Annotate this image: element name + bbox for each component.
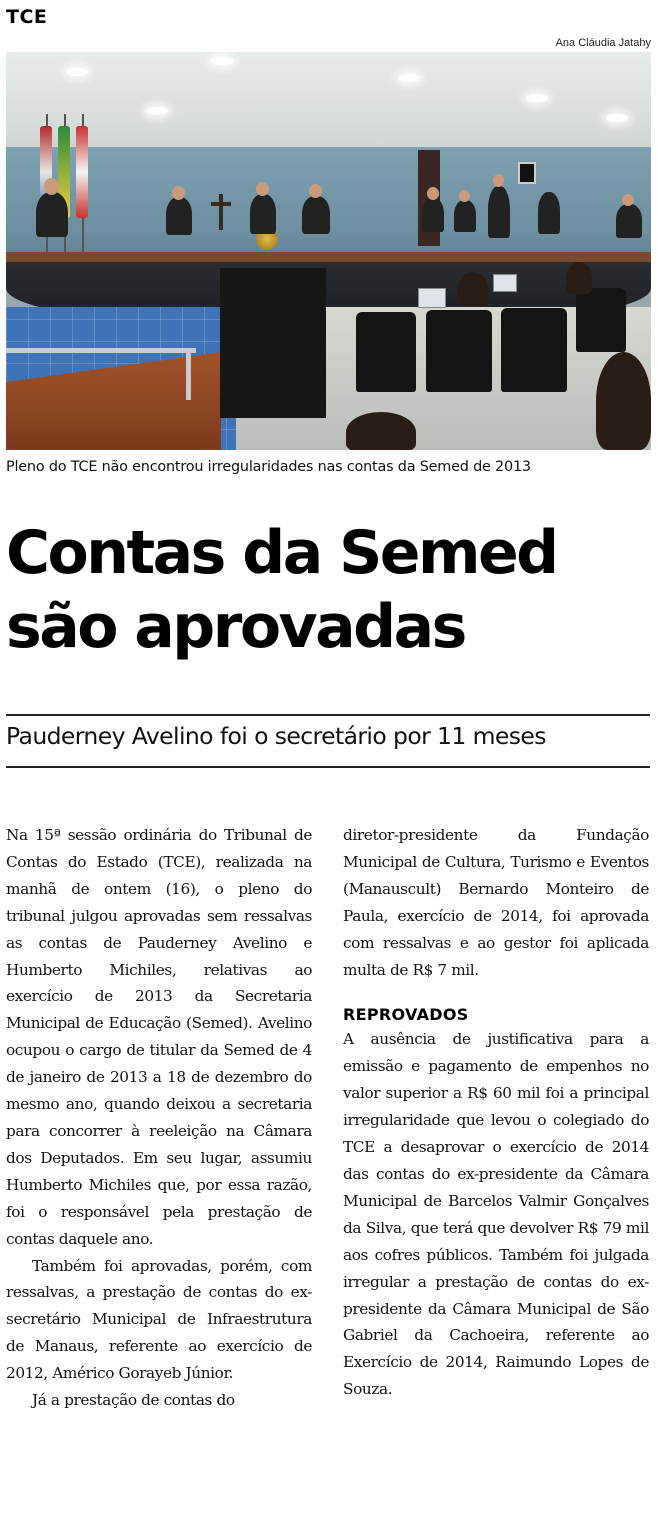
article-paragraph: Já a prestação de contas do (32, 1391, 235, 1410)
subheadline: Pauderney Avelino foi o secretário por 11 meses (6, 722, 546, 750)
subhead-rule-bottom (6, 766, 650, 768)
chair (576, 288, 626, 352)
ceiling-light (211, 57, 233, 65)
laptop (493, 274, 517, 292)
crucifix (211, 202, 231, 206)
person-hair (596, 352, 651, 450)
headline-line-2: são aprovadas (6, 592, 465, 662)
ceiling-light (606, 114, 628, 122)
person (302, 196, 330, 234)
ceiling-light (146, 107, 168, 115)
person-head (493, 174, 504, 187)
ceiling-light (66, 68, 88, 76)
person (488, 186, 510, 238)
person-head (459, 190, 470, 202)
chair (426, 310, 492, 392)
article-paragraph: Também foi aprovadas, porém, com ressalvas, a prestação de contas do ex-secretário Municipal de Infraestrutura de Manaus, referente ao exercício de 2012, Américo Gorayeb Júnior. (6, 1256, 312, 1383)
person (616, 204, 642, 238)
article-column-right (343, 822, 649, 1403)
section-heading: REPROVADOS (343, 1005, 469, 1025)
person (250, 194, 276, 234)
person (538, 192, 560, 234)
laptop (418, 288, 446, 308)
section-tag: TCE (6, 6, 48, 28)
ceiling-light (526, 94, 548, 102)
photo-podium (220, 268, 326, 418)
article-photo (6, 52, 651, 450)
photo-rail (6, 348, 196, 353)
person-head (256, 182, 269, 196)
flag (76, 126, 88, 218)
photo-caption: Pleno do TCE não encontrou irregularidades nas contas da Semed de 2013 (6, 459, 531, 475)
person-hair (566, 262, 592, 294)
person (166, 197, 192, 235)
article-paragraph: Na 15ª sessão ordinária do Tribunal de Contas do Estado (TCE), realizada na manhã de ontem (16), o pleno do tribunal julgou aprovadas sem ressalvas as contas de Pauderney Avelino e Humberto Michiles, relativas ao exercício de 2013 da Secretaria Municipal de Educação (Semed). Avelino ocupou o cargo de titular da Semed de 4 de janeiro de 2013 a 18 de dezembro do mesmo ano, quando deixou a secretaria para concorrer à reeleição na Câmara dos Deputados. Em seu lugar, assumiu Humberto Michiles que, por essa razão, foi o responsável pela prestação de contas daquele ano. (6, 826, 312, 1248)
ceiling-light (398, 74, 420, 82)
person-hair (458, 272, 488, 306)
person (454, 200, 476, 232)
crucifix (219, 194, 223, 230)
person-head (427, 187, 439, 200)
subhead-rule-top (6, 714, 650, 716)
headline-line-1: Contas da Semed (6, 518, 557, 588)
person-head (622, 194, 634, 206)
wall-frame (518, 162, 536, 184)
chair (356, 312, 416, 392)
person (36, 192, 68, 237)
article-paragraph: diretor-presidente da Fundação Municipal de Cultura, Turismo e Eventos (Manauscult) Bernardo Monteiro de Paula, exercício de 2014, foi aprovada com ressalvas e ao gestor foi aplicada multa de R$ 7 mil. (343, 826, 649, 979)
article-column-left (6, 822, 312, 1414)
headline (6, 516, 651, 664)
photo-credit: Ana Cláudia Jatahy (555, 37, 651, 49)
person-head (172, 186, 185, 200)
person-head (44, 178, 59, 195)
person-hair (346, 412, 416, 450)
chair (501, 308, 567, 392)
person (422, 198, 444, 232)
article-paragraph: A ausência de justificativa para a emissão e pagamento de empenhos no valor superior a R$ 60 mil foi a principal irregularidade que levou o colegiado do TCE a desaprovar o exercício de 2014 das contas do ex-presidente da Câmara Municipal de Barcelos Valmir Gonçalves da Silva, que terá que devolver R$ 79 mil aos cofres públicos. Também foi julgada irregular a prestação de contas do ex-presidente da Câmara Municipal de São Gabriel da Cachoeira, referente ao Exercício de 2014, Raimundo Lopes de Souza. (343, 1030, 649, 1399)
photo-rail-post (186, 348, 191, 400)
person-head (309, 184, 322, 198)
